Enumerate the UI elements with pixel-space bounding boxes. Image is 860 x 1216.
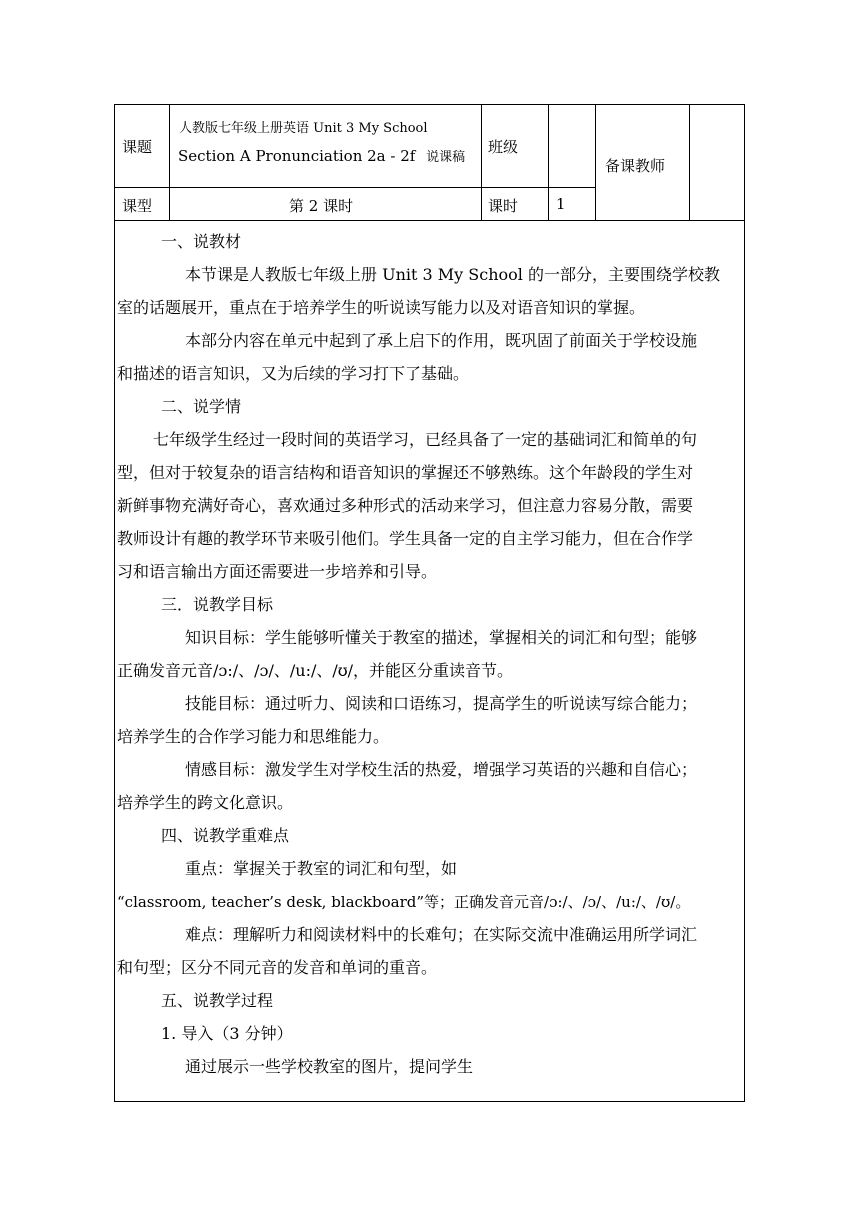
section-2-line-2: 型，但对于较复杂的语言结构和语音知识的掌握还不够熟练。这个年龄段的学生对	[117, 463, 694, 482]
section-5-step-1: 1. 导入（3 分钟）	[161, 1024, 293, 1043]
section-1-para-2-line-2: 和描述的语言知识，又为后续的学习打下了基础。	[117, 364, 470, 383]
section-4-key-line-2: “classroom, teacher’s desk, blackboard”等；正确发音元音/ɔ:/、/ɔ/、/u:/、/ʊ/。	[117, 893, 691, 911]
section-3-skill-line-2: 培养学生的合作学习能力和思维能力。	[117, 727, 390, 746]
section-3-skill-line-1: 技能目标：通过听力、阅读和口语练习，提高学生的听说读写综合能力；	[185, 694, 698, 713]
label-period: 课时	[488, 197, 519, 215]
section-3-heading: 三．说教学目标	[161, 595, 274, 614]
title-suffix: 说课稿	[426, 150, 466, 165]
section-1-para-1-line-1: 本节课是人教版七年级上册 Unit 3 My School 的一部分，主要围绕学校教	[185, 265, 720, 284]
row-divider-1	[114, 187, 595, 188]
col-divider-5	[689, 104, 690, 221]
section-3-emotion-line-2: 培养学生的跨文化意识。	[117, 793, 294, 812]
section-4-key-line-1: 重点：掌握关于教室的词汇和句型，如	[185, 859, 458, 878]
col-divider-4	[595, 104, 596, 221]
section-5-step-1-text: 通过展示一些学校教室的图片，提问学生	[185, 1057, 474, 1076]
col-divider-1	[169, 104, 170, 221]
section-2-line-5: 习和语言输出方面还需要进一步培养和引导。	[117, 562, 438, 581]
section-1-heading: 一、说教材	[161, 232, 242, 251]
section-2-heading: 二、说学情	[161, 397, 242, 416]
label-type: 课型	[122, 197, 153, 215]
section-2-line-3: 新鲜事物充满好奇心，喜欢通过多种形式的活动来学习，但注意力容易分散，需要	[117, 496, 694, 515]
label-class: 班级	[488, 138, 519, 156]
section-3-knowledge-line-1: 知识目标：学生能够听懂关于教室的描述，掌握相关的词汇和句型；能够	[185, 628, 698, 647]
period-value: 1	[556, 195, 566, 213]
section-4-difficulty-line-1: 难点：理解听力和阅读材料中的长难句；在实际交流中准确运用所学词汇	[185, 925, 698, 944]
section-4-heading: 四、说教学重难点	[161, 826, 290, 845]
section-1-para-2-line-1: 本部分内容在单元中起到了承上启下的作用，既巩固了前面关于学校设施	[185, 331, 698, 350]
label-title: 课题	[122, 138, 153, 156]
content-body	[117, 230, 741, 1088]
section-5-heading: 五、说教学过程	[161, 991, 274, 1010]
section-2-line-4: 教师设计有趣的教学环节来吸引他们。学生具备一定的自主学习能力，但在合作学	[117, 529, 694, 548]
title-line2	[178, 146, 465, 165]
lesson-type: 第 2 课时	[289, 197, 354, 215]
section-4-difficulty-line-2: 和句型；区分不同元音的发音和单词的重音。	[117, 958, 438, 977]
title-line1: 人教版七年级上册英语 Unit 3 My School	[179, 121, 428, 136]
title-line2-main: Section A Pronunciation 2a - 2f	[178, 147, 416, 165]
col-divider-3	[548, 104, 549, 221]
section-3-knowledge-line-2: 正确发音元音/ɔ:/、/ɔ/、/u:/、/ʊ/，并能区分重读音节。	[117, 661, 514, 680]
row-divider-2	[114, 220, 745, 221]
section-1-para-1-line-2: 室的话题展开，重点在于培养学生的听说读写能力以及对语音知识的掌握。	[117, 298, 646, 317]
col-divider-2	[481, 104, 482, 221]
section-3-emotion-line-1: 情感目标：激发学生对学校生活的热爱，增强学习英语的兴趣和自信心；	[185, 760, 698, 779]
label-teacher: 备课教师	[605, 157, 666, 175]
section-2-line-1: 七年级学生经过一段时间的英语学习，已经具备了一定的基础词汇和简单的句	[153, 430, 698, 449]
